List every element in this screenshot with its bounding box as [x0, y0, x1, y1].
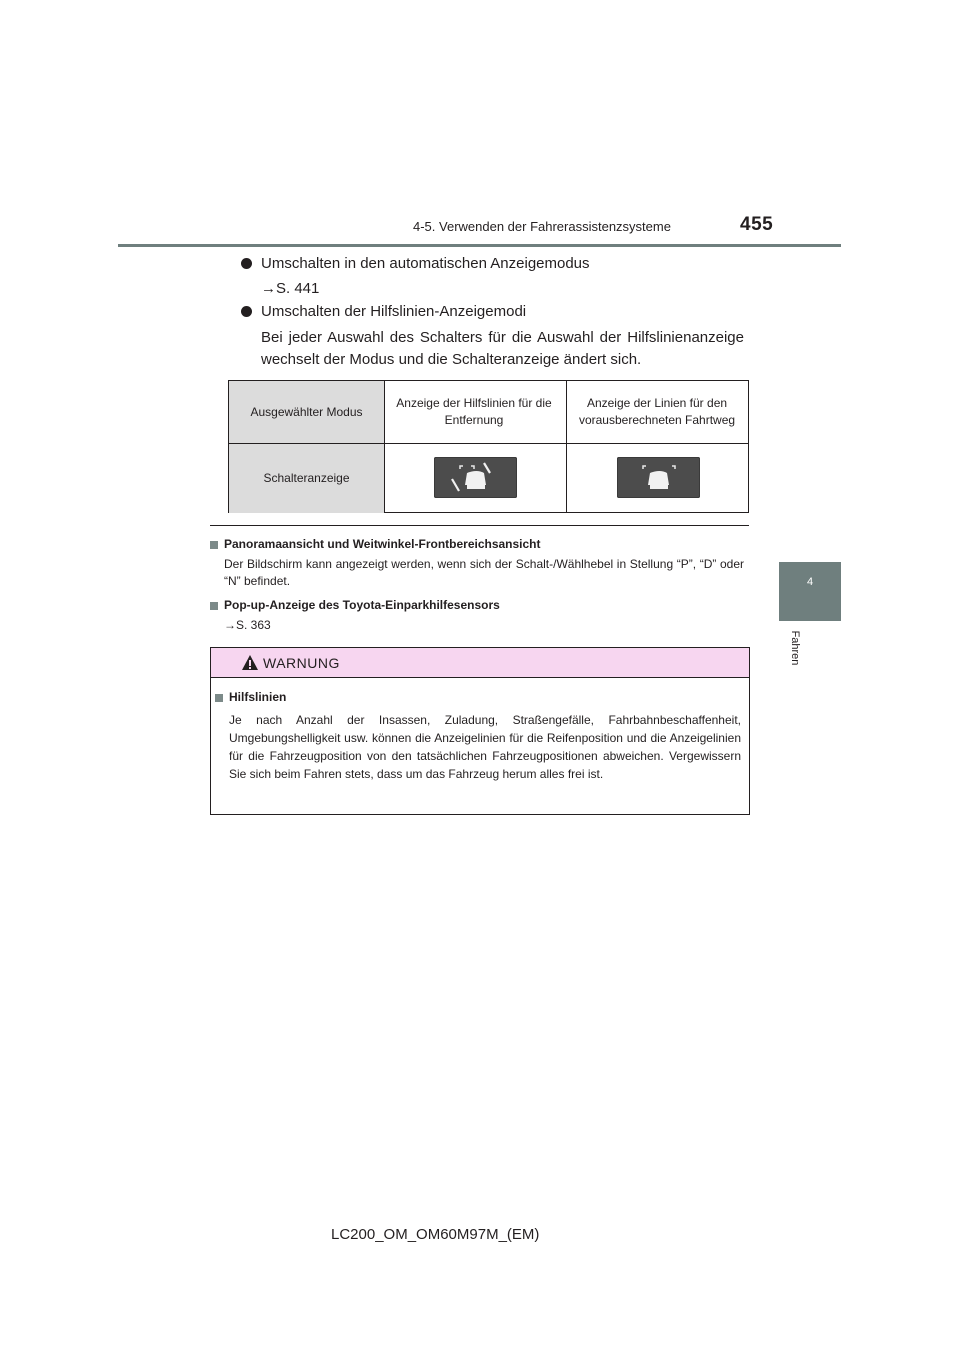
reference-text: S. 441 — [276, 280, 320, 297]
warning-box — [210, 647, 750, 815]
warning-subtitle: Hilfslinien — [229, 690, 287, 704]
row-header-mode: Ausgewählter Modus — [229, 381, 384, 443]
header-divider — [118, 244, 841, 247]
section-title: 4-5. Verwenden der Fahrerassistenzsysteme — [413, 219, 671, 234]
chapter-number: 4 — [806, 576, 814, 588]
bullet-paragraph: Bei jeder Auswahl des Schalters für die Auswahl der Hilfslinienanzeige wechselt der Modus und die Schalteranzeige ändert sich. — [261, 329, 744, 368]
section-divider — [210, 525, 749, 526]
distance-guide-switch-icon — [434, 457, 517, 498]
note-title: Pop-up-Anzeige des Toyota-Einparkhilfesensors — [224, 598, 500, 612]
square-bullet-icon — [210, 602, 218, 610]
bullet-heading: Umschalten in den automatischen Anzeigemodus — [261, 255, 590, 272]
path-guide-switch-icon — [617, 457, 700, 498]
bullet-dot-icon — [241, 258, 252, 269]
note-title: Panoramaansicht und Weitwinkel-Frontbereichsansicht — [224, 537, 541, 551]
square-bullet-icon — [215, 694, 223, 702]
page-reference — [224, 617, 271, 634]
bullet-heading: Umschalten der Hilfslinien-Anzeigemodi — [261, 303, 527, 320]
chapter-label: Fahren — [789, 630, 801, 666]
switch-display-table — [228, 380, 749, 513]
warning-header — [211, 648, 749, 678]
arrow-right-icon: → — [224, 618, 236, 632]
square-bullet-icon — [210, 541, 218, 549]
note-text: Der Bildschirm kann angezeigt werden, wenn sich der Schalt-/Wählhebel in Stellung “P”, “D” oder “N” befindet. — [224, 557, 744, 588]
page-number: 455 — [740, 214, 774, 235]
col-header-distance: Anzeige der Hilfslinien für die Entfernung — [396, 396, 552, 427]
warning-title: WARNUNG — [263, 655, 340, 671]
document-code: LC200_OM_OM60M97M_(EM) — [331, 1226, 540, 1243]
bullet-dot-icon — [241, 306, 252, 317]
arrow-right-icon: → — [261, 280, 276, 297]
reference-text: S. 363 — [236, 618, 271, 632]
page-reference — [261, 277, 319, 301]
warning-text: Je nach Anzahl der Insassen, Zuladung, Straßengefälle, Fahrbahnbeschaffenheit, Umgebungshelligkeit usw. können die Anzeigelinien für die Reifenposition und die Anzeigelinien für die Fahrzeugposition von den tatsächlichen Fahrzeugpositionen abweichen. Vergewissern Sie sich beim Fahren stets, dass um das Fahrzeug herum alles frei ist. — [229, 713, 741, 781]
warning-triangle-icon — [241, 654, 259, 671]
chapter-tab — [779, 562, 841, 621]
row-header-switch: Schalteranzeige — [229, 443, 384, 513]
col-header-path: Anzeige der Linien für den vorausberechneten Fahrtweg — [578, 396, 736, 427]
